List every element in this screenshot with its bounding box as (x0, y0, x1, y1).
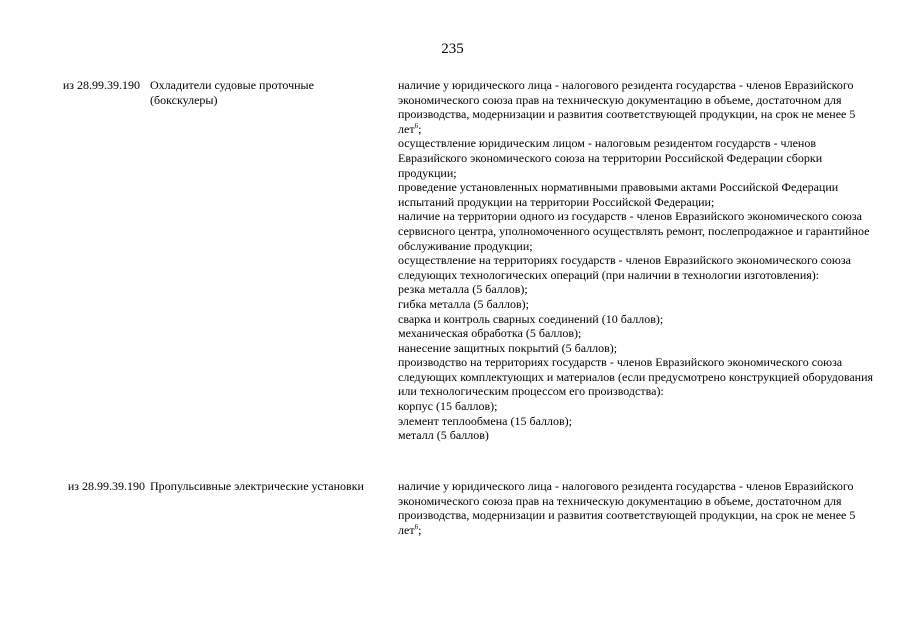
requirement-item: проведение установленных нормативными правовыми актами Российской Федерации испытаний продукции на территории Российской Федерации; (398, 180, 839, 209)
requirement-item: корпус (15 баллов); (398, 399, 498, 414)
requirement-item: элемент теплообмена (15 баллов); (398, 413, 572, 428)
requirement-item: наличие на территории одного из государств - членов Евразийского экономического союза сервисного центра, уполномоченного осуществлять ремонт, послепродажное и гарантийное обслуживание продукции; (398, 209, 870, 253)
requirement-item: резка металла (5 баллов); (398, 282, 528, 297)
page-number: 235 (441, 41, 464, 57)
product-name: Охладители судовые проточные (бокскулеры) (150, 78, 314, 107)
requirements-list (398, 78, 878, 443)
requirement-item: наличие у юридического лица - налогового резидента государства - членов Евразийского экономического союза прав на техническую документацию в объеме, достаточном для производства, модернизации и развития соответствующей продукции, на срок не менее 5 лет$^6$; (398, 78, 856, 136)
requirement-item: наличие у юридического лица - налогового резидента государства - членов Евразийского экономического союза прав на техническую документацию в объеме, достаточном для производства, модернизации и развития соответствующей продукции, на срок не менее 5 лет$^6$; (398, 479, 856, 537)
requirement-item: металл (5 баллов) (398, 428, 489, 443)
requirement-item: сварка и контроль сварных соединений (10 баллов); (398, 311, 664, 326)
product-name: Пропульсивные электрические установки (150, 479, 364, 493)
requirements-list (398, 479, 878, 537)
requirement-item: гибка металла (5 баллов); (398, 296, 529, 311)
product-code: из 28.99.39.190 (67, 479, 145, 493)
requirement-item: нанесение защитных покрытий (5 баллов); (398, 340, 618, 355)
requirement-item: механическая обработка (5 баллов); (398, 326, 582, 341)
requirement-item: осуществление на территориях государств - членов Евразийского экономического союза следующих технологических операций (при наличии в технологии изготовления): (398, 253, 851, 282)
footnote-marker: 6 (414, 522, 419, 531)
requirement-item: осуществление юридическим лицом - налоговым резидентом государств - членов Евразийского экономического союза на территории Российской Федерации сборки продукции; (398, 136, 823, 180)
product-code: из 28.99.39.190 (62, 78, 140, 92)
footnote-marker: 6 (414, 121, 419, 130)
requirement-item: производство на территориях государств - членов Евразийского экономического союза следующих комплектующих и материалов (если предусмотрено конструкцией оборудования или технологическим процессом его производства): (398, 355, 874, 399)
